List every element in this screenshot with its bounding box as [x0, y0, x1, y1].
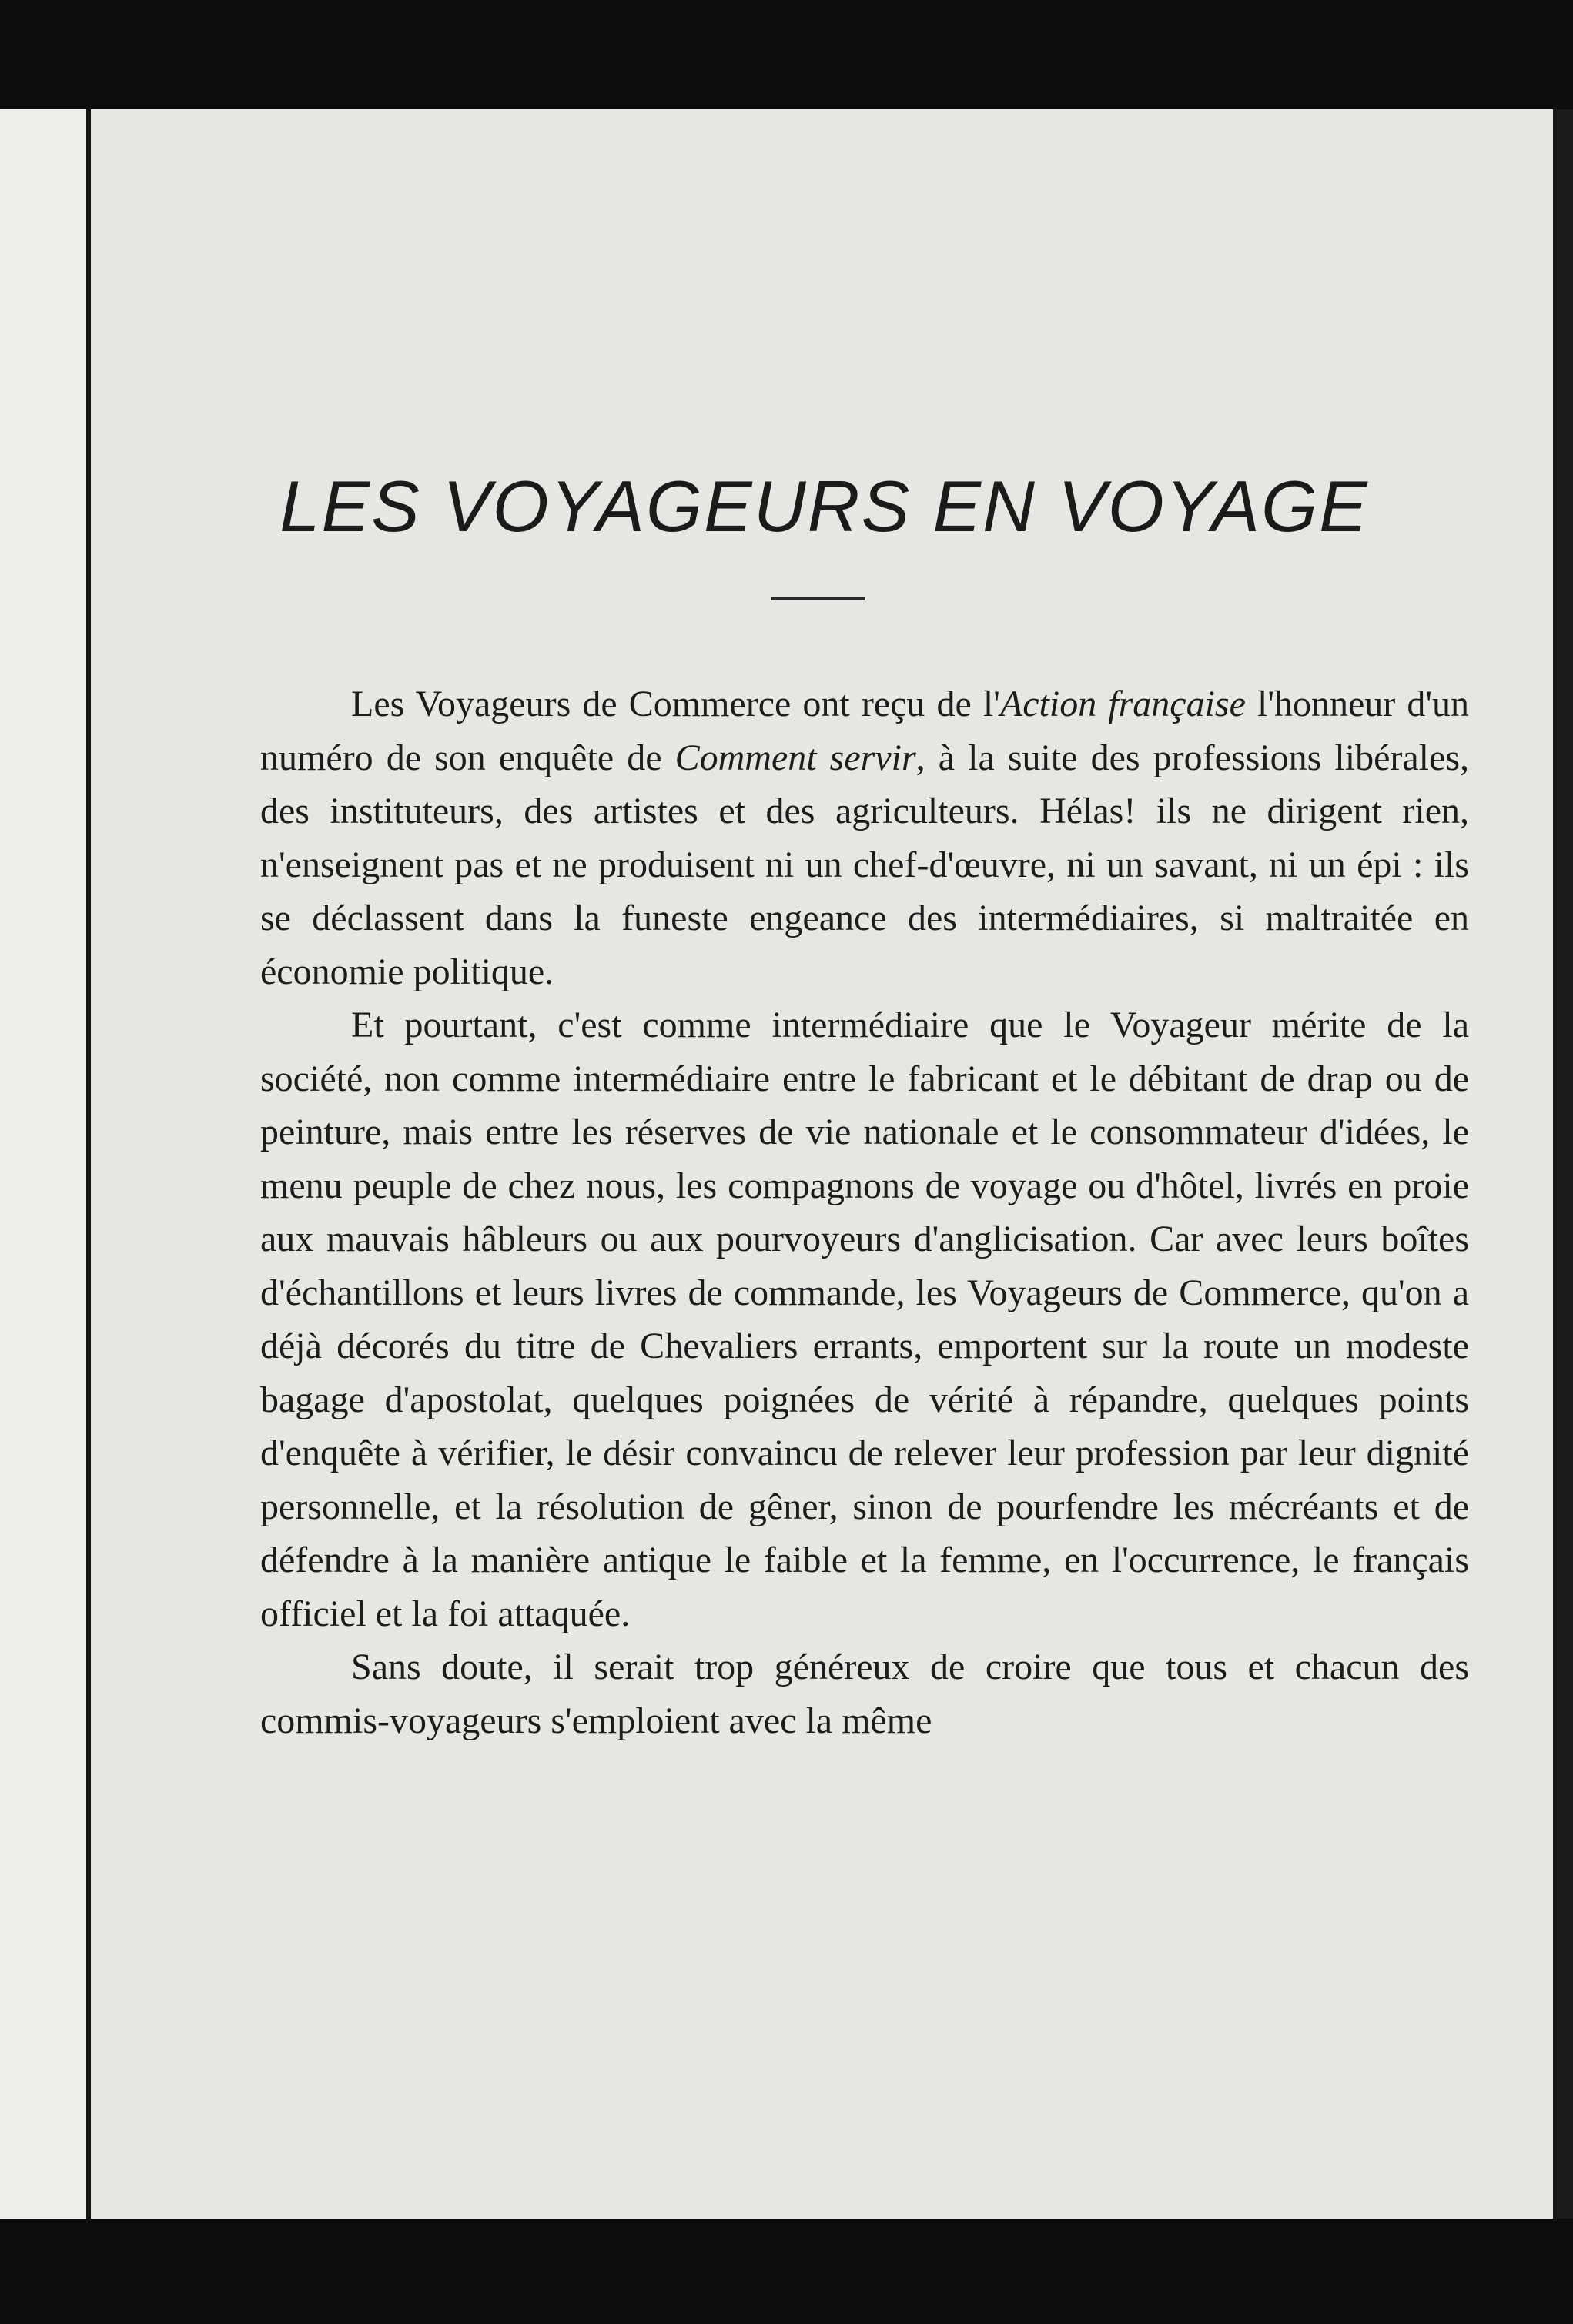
body-text: [260, 677, 1469, 1747]
left-page-margin: [0, 109, 91, 2219]
paragraph-3: [260, 1640, 1469, 1747]
text-segment: Les Voyageurs de Commerce ont reçu de l': [351, 684, 1000, 724]
right-page-edge: [1553, 109, 1573, 2219]
page-title: LES VOYAGEURS EN VOYAGE: [279, 466, 1369, 547]
paragraph-2: [260, 998, 1469, 1640]
text-segment: , à la suite des professions libérales, des instituteurs, des artistes et des agriculteurs. Hélas! ils ne dirigent rien, n'enseignent pas et ne produisent ni un chef-d'œuvre, ni un savant, ni un épi : ils se déclassent dans la funeste engeance des intermédiaires, si maltraitée en économie politique.: [260, 737, 1469, 992]
title-rule: [771, 597, 865, 600]
book-page: [91, 109, 1558, 2219]
text-segment: l'honneur d'un numéro de son enquête de: [260, 684, 1470, 778]
paragraph-1: [260, 677, 1469, 998]
italic-title-comment-servir: Comment servir: [674, 737, 916, 778]
text-segment: Et pourtant, c'est comme intermédiaire que le Voyageur mérite de la société, non comme intermédiaire entre le fabricant et le débitant de drap ou de peinture, mais entre les réserves de vie nationale et le consommateur d'idées, le menu peuple de chez nous, les compagnons de voyage ou d'hôtel, livrés en proie aux mauvais hâbleurs ou aux pourvoyeurs d'anglicisation. Car avec leurs boîtes d'échantillons et leurs livres de commande, les Voyageurs de Commerce, qu'on a déjà décorés du titre de Chevaliers errants, emportent sur la route un modeste bagage d'apostolat, quelques poignées de vérité à répandre, quelques points d'enquête à vérifier, le désir convaincu de relever leur profession par leur dignité personnelle, et la résolution de gêner, sinon de pourfendre les mécréants et de défendre à la manière antique le faible et la femme, en l'occurrence, le français officiel et la foi attaquée.: [260, 1005, 1469, 1634]
italic-title-action-francaise: Action française: [999, 684, 1246, 724]
text-segment: Sans doute, il serait trop généreux de croire que tous et chacun des commis-voyageurs s'emploient avec la même: [260, 1647, 1469, 1741]
